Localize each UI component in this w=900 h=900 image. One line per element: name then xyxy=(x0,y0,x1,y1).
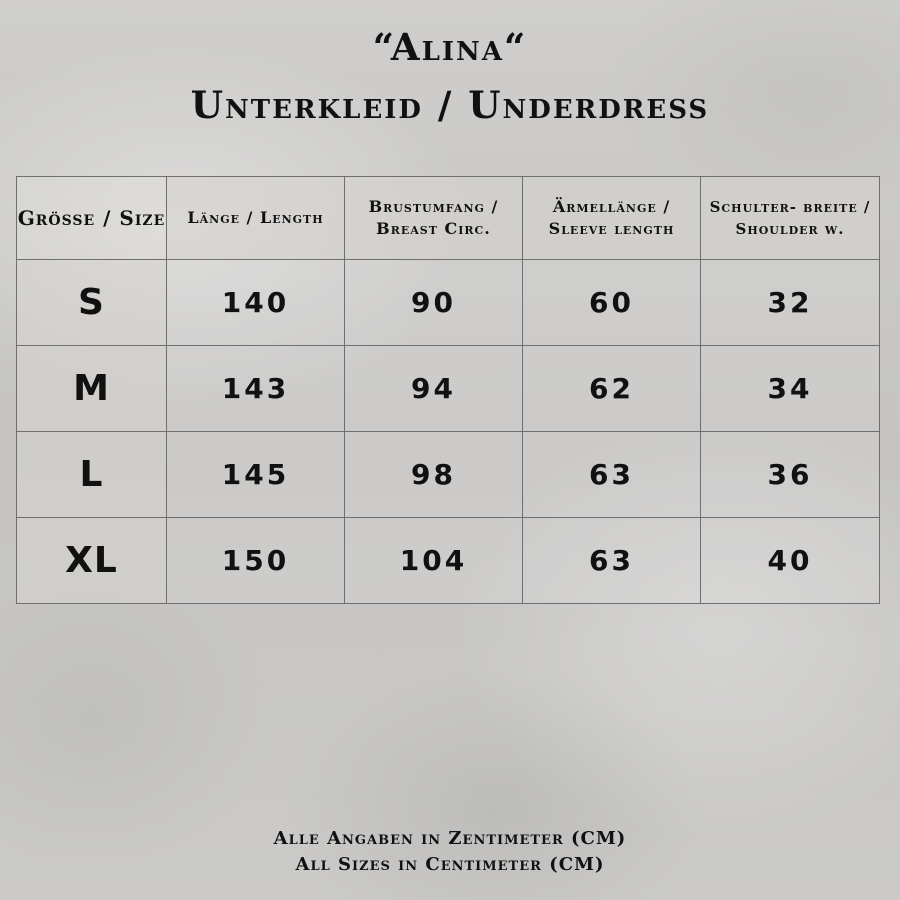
sleeve-value: 63 xyxy=(523,432,701,518)
title-block xyxy=(0,18,900,134)
breast-value: 104 xyxy=(345,518,523,604)
shoulder-value: 40 xyxy=(701,518,880,604)
footer-note-english: All Sizes in Centimeter (CM) xyxy=(295,854,605,875)
size-label: XL xyxy=(17,518,167,604)
sleeve-value: 63 xyxy=(523,518,701,604)
header-breast-circumference: Brustumfang / Breast Circ. xyxy=(345,177,523,260)
length-value: 140 xyxy=(167,260,345,346)
header-sleeve-length: Ärmellänge / Sleeve length xyxy=(523,177,701,260)
length-value: 143 xyxy=(167,346,345,432)
header-shoulder-width: Schulter- breite / Shoulder w. xyxy=(701,177,880,260)
table-row xyxy=(17,260,880,346)
footer-note-german: Alle Angaben in Zentimeter (CM) xyxy=(273,828,627,849)
breast-value: 98 xyxy=(345,432,523,518)
table-row xyxy=(17,432,880,518)
breast-value: 90 xyxy=(345,260,523,346)
length-value: 145 xyxy=(167,432,345,518)
table-header-row xyxy=(17,177,880,260)
product-type: Unterkleid / Underdress xyxy=(190,83,710,127)
shoulder-value: 34 xyxy=(701,346,880,432)
shoulder-value: 36 xyxy=(701,432,880,518)
header-length: Länge / Length xyxy=(167,177,345,260)
footer-note xyxy=(0,826,900,878)
size-label: M xyxy=(17,346,167,432)
sleeve-value: 62 xyxy=(523,346,701,432)
shoulder-value: 32 xyxy=(701,260,880,346)
product-name: “Alina“ xyxy=(372,25,528,69)
header-size: Grösse / Size xyxy=(17,177,167,260)
table-row xyxy=(17,346,880,432)
size-label: L xyxy=(17,432,167,518)
size-chart-table xyxy=(16,176,880,604)
length-value: 150 xyxy=(167,518,345,604)
size-label: S xyxy=(17,260,167,346)
breast-value: 94 xyxy=(345,346,523,432)
sleeve-value: 60 xyxy=(523,260,701,346)
table-row xyxy=(17,518,880,604)
